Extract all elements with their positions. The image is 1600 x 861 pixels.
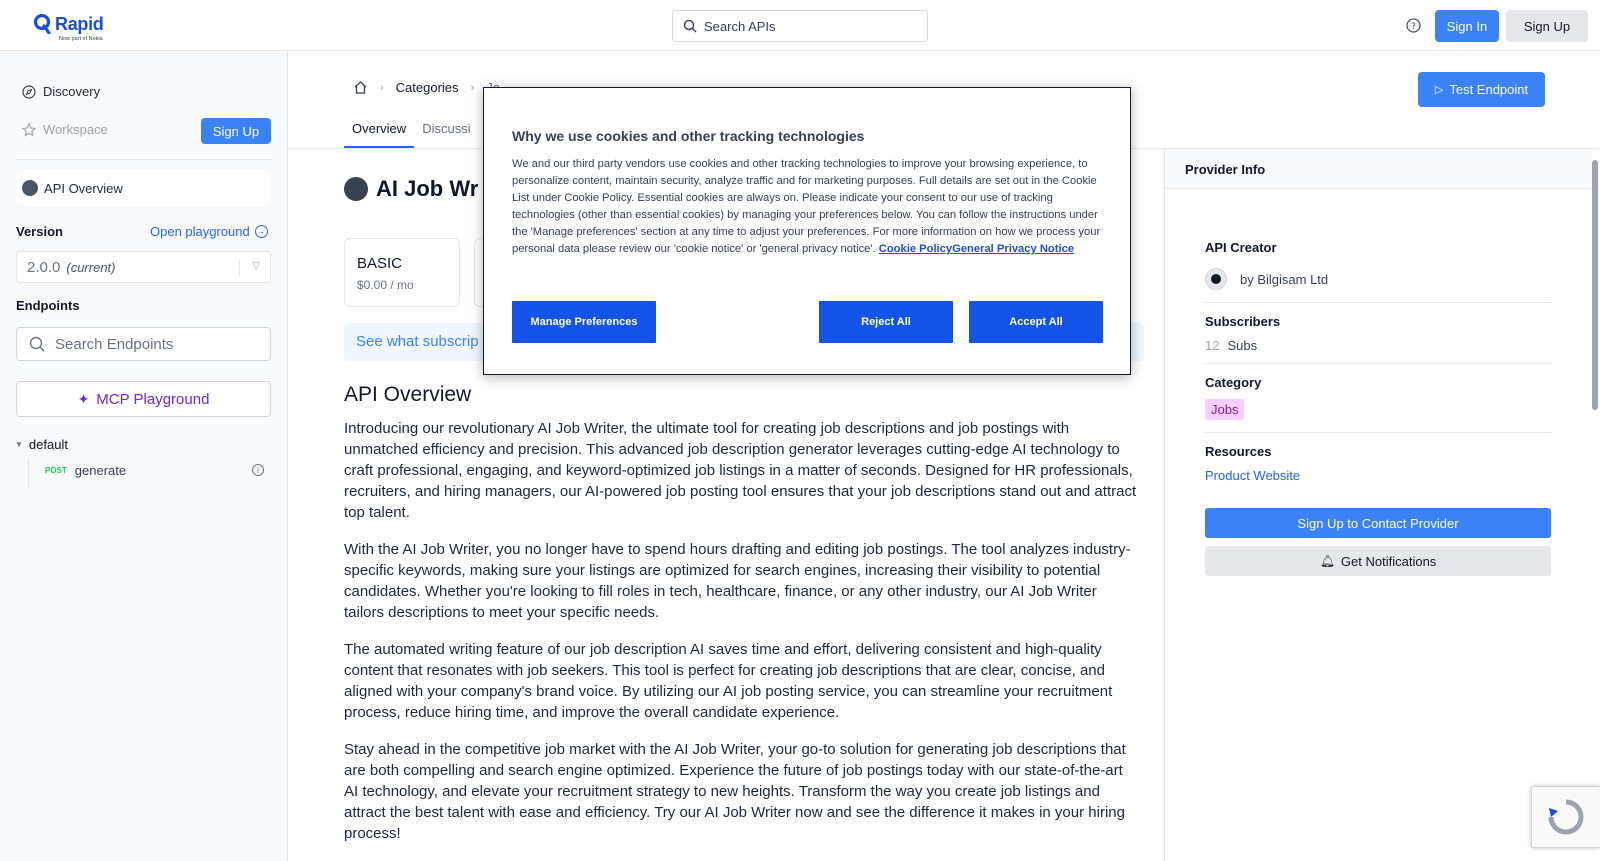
overview-paragraph: With the AI Job Writer, you no longer have to spend hours drafting and editing job postings. The tool analyzes industry-specific keywords, making sure your listings are optimized for search engines, increasing their visibility to potential candidates. Whether you're looking to fill roles in tech, healthcare, finance, or any other industry, our AI Job Writer tailors descriptions to meet your specific needs. [344, 541, 1131, 621]
api-logo-icon [22, 180, 38, 196]
rapid-logo[interactable] [34, 14, 104, 42]
plan-price: $0.00 / mo [357, 278, 414, 292]
subscribers-unit: Subs [1227, 338, 1258, 353]
subscribers-number: 12 [1205, 338, 1220, 353]
divider [239, 259, 240, 276]
star-icon [22, 123, 36, 137]
divider [1205, 363, 1551, 364]
test-endpoint-label: Test Endpoint [1449, 82, 1529, 97]
avatar [1205, 268, 1227, 290]
top-header [0, 0, 1600, 51]
group-label: default [28, 437, 68, 452]
bell-icon: 🔔︎ [1319, 554, 1335, 568]
divider [1205, 302, 1551, 303]
search-placeholder: Search APIs [704, 18, 776, 34]
open-playground-label: Open playground [150, 224, 250, 239]
category-label: Category [1205, 375, 1262, 390]
divider [16, 159, 271, 160]
breadcrumb-categories[interactable]: Categories [395, 80, 459, 95]
privacy-notice-link[interactable]: General Privacy Notice [952, 243, 1075, 255]
tab-overview[interactable]: Overview [344, 110, 414, 148]
contact-provider-button[interactable]: Sign Up to Contact Provider [1205, 508, 1551, 538]
scrollbar[interactable] [1592, 150, 1598, 861]
get-notifications-label: Get Notifications [1340, 553, 1437, 569]
recaptcha-icon [1547, 798, 1585, 836]
home-icon[interactable] [353, 80, 368, 95]
tab-discussions[interactable]: Discussi [422, 121, 471, 136]
cookie-consent-dialog [483, 87, 1131, 375]
creator-name: by Bilgisam Ltd [1240, 271, 1329, 287]
sidebar-item-label: Workspace [43, 122, 108, 137]
version-value: 2.0.0 [27, 258, 61, 276]
subscribers-count [1205, 338, 1257, 353]
endpoint-item-generate[interactable] [45, 463, 126, 478]
mcp-playground-label: MCP Playground [96, 390, 210, 408]
overview-paragraph: Stay ahead in the competitive job market with the AI Job Writer, your go-to solution for generating job descriptions that are both compelling and search engine optimized. Experience the future of job postings today with our state-of-the-art AI technology, and elevate your recruitment strategy to new heights. Transform the way you create job listings and attract the best talent with ease and efficiency. Try our AI Job Writer now and see the difference it makes in your hiring process! [344, 741, 1126, 842]
breadcrumb [353, 80, 500, 95]
sidebar-item-label: Discovery [43, 84, 101, 99]
search-icon [29, 336, 45, 352]
provider-info-heading: Provider Info [1165, 149, 1592, 189]
method-badge: POST [45, 466, 67, 475]
plan-card-basic[interactable] [344, 238, 460, 307]
category-tag[interactable]: Jobs [1205, 399, 1244, 420]
scroll-thumb[interactable] [1592, 160, 1598, 410]
chevron-right-icon: › [380, 81, 384, 94]
version-label: Version [16, 224, 63, 239]
api-overview-heading: API Overview [344, 383, 472, 406]
search-apis-input[interactable] [672, 10, 928, 42]
play-icon: ▷ [1434, 84, 1444, 96]
endpoint-group-default[interactable] [15, 437, 68, 452]
cookie-policy-link[interactable]: Cookie Policy [878, 243, 953, 255]
version-select[interactable] [16, 251, 271, 283]
chevron-down-icon: ▼ [15, 440, 23, 449]
recaptcha-badge[interactable] [1531, 786, 1600, 848]
api-creator-label: API Creator [1205, 240, 1277, 255]
sign-up-button[interactable]: Sign Up [1506, 10, 1588, 42]
sidebar-item-label: API Overview [44, 180, 123, 196]
get-notifications-button[interactable] [1205, 546, 1551, 576]
accept-all-button[interactable]: Accept All [969, 301, 1103, 343]
plan-name: BASIC [357, 255, 403, 272]
cookie-body-text: We and our third party vendors use cookies and other tracking technologies to improve your browsing experience, to personalize content, maintain security, analyze traffic and for marketing purposes. Full details are set out in the Cookie List under Cookie Policy. Essential cookies are always on. Please indicate your consent to our use of tracking technologies (other than essential cookies) by managing your preferences below. You can follow the instructions under the 'Manage preferences' section at any time to adjust your preferences. For more information on how we process your personal data please review our 'cookie notice' or 'general privacy notice'. [512, 158, 1101, 255]
brand-tagline: Now part of Nokia [59, 36, 103, 42]
tree-line [28, 459, 29, 489]
sparkle-icon: ✦ [77, 390, 90, 407]
cookie-body [512, 156, 1112, 258]
svg-text:?: ? [1411, 22, 1416, 32]
arrow-right-circle-icon: → [255, 225, 268, 238]
api-title [344, 176, 478, 202]
open-playground-link[interactable] [150, 224, 268, 239]
api-logo-icon [344, 177, 368, 201]
compass-icon [22, 85, 36, 99]
api-title-text: AI Job Wr [376, 176, 479, 201]
info-icon[interactable]: i [252, 464, 264, 476]
test-endpoint-button[interactable] [1418, 72, 1545, 107]
cookie-title: Why we use cookies and other tracking technologies [512, 128, 865, 144]
overview-paragraph: Introducing our revolutionary AI Job Writer, the ultimate tool for creating job descriptions and job postings with unmatched efficiency and precision. This advanced job description generator leverages cutting-edge AI technology to craft professional, engaging, and keyword-optimized job listings in a matter of seconds. Designed for HR professionals, recruiters, and hiring managers, our AI-powered job posting tool ensures that your job descriptions stand out and attract top talent. [344, 420, 1137, 521]
tab-bar [344, 110, 479, 148]
sidebar [0, 51, 288, 861]
chevron-down-icon: ▽ [252, 261, 260, 272]
see-subscriptions-banner[interactable]: See what subscrip [344, 323, 1144, 361]
search-endpoints-placeholder: Search Endpoints [55, 335, 174, 353]
sign-in-button[interactable]: Sign In [1435, 10, 1499, 42]
api-creator[interactable] [1205, 268, 1328, 290]
brand-name: Rapid [55, 14, 104, 34]
manage-preferences-button[interactable]: Manage Preferences [512, 301, 656, 343]
sidebar-item-workspace[interactable] [22, 122, 108, 137]
rapid-logo-icon [34, 14, 51, 34]
chevron-right-icon: › [470, 81, 475, 94]
overview-paragraph: The automated writing feature of our job description AI saves time and effort, delivering consistent and high-quality content that resonates with job seekers. This tool is perfect for creating job descriptions that are clear, concise, and aligned with your company's brand voice. By utilizing our AI job posting service, you can streamline your recruitment process, reduce hiring time, and improve the overall candidate experience. [344, 641, 1113, 721]
resources-label: Resources [1205, 444, 1272, 459]
endpoint-name: generate [74, 463, 127, 478]
subscribers-label: Subscribers [1205, 314, 1281, 329]
reject-all-button[interactable]: Reject All [819, 301, 953, 343]
sidebar-item-discovery[interactable] [22, 84, 100, 99]
help-icon[interactable] [1405, 17, 1422, 34]
product-website-link[interactable]: Product Website [1205, 468, 1301, 483]
divider [1205, 432, 1551, 433]
search-icon [683, 19, 697, 33]
sidebar-sign-up-button[interactable]: Sign Up [201, 118, 271, 144]
divider [1164, 148, 1165, 861]
version-note: (current) [66, 259, 116, 275]
mcp-playground-button[interactable] [16, 381, 271, 417]
search-endpoints-input[interactable] [16, 327, 271, 361]
sidebar-item-api-overview[interactable] [16, 171, 271, 205]
endpoints-label: Endpoints [16, 298, 80, 313]
